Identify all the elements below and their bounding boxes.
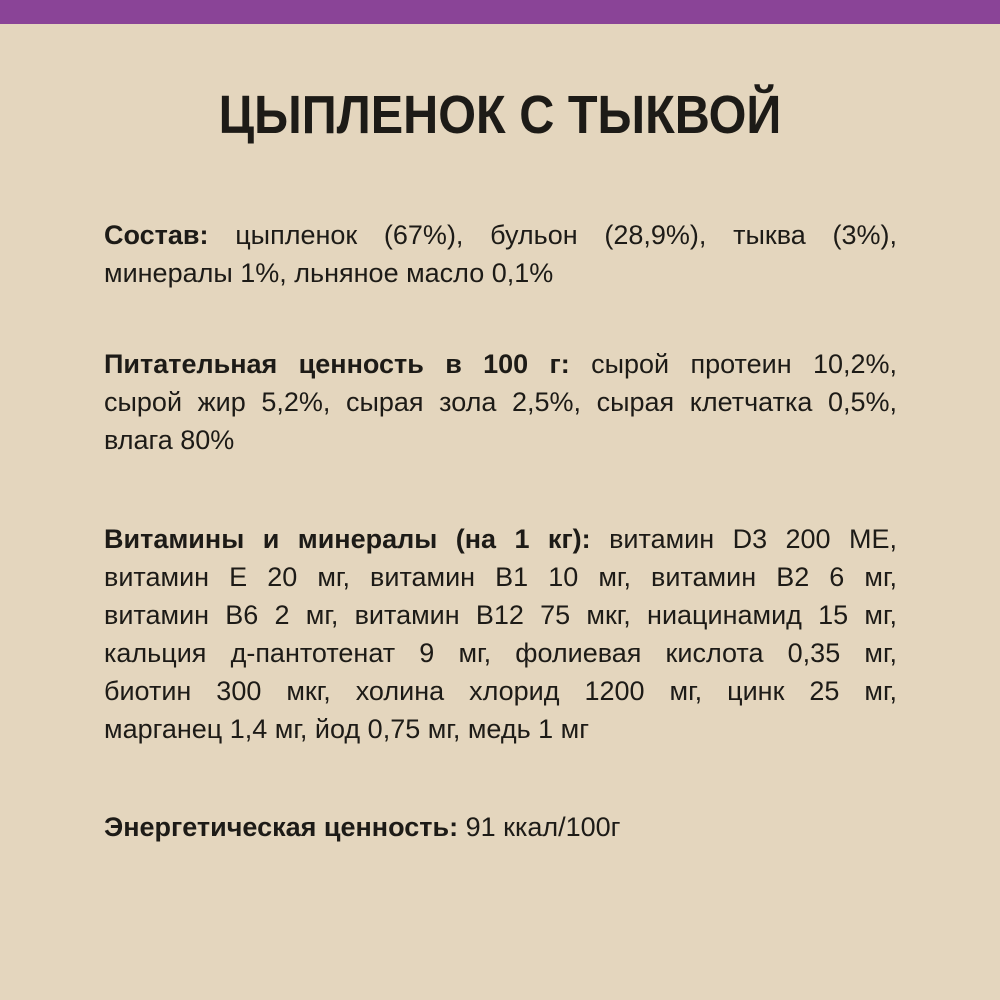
energy-label: Энергетическая ценность: <box>104 812 459 842</box>
section-composition <box>104 216 897 292</box>
line-text: сырой протеин 10,2%, <box>569 349 897 379</box>
text-line <box>104 710 897 748</box>
text-line <box>104 383 897 421</box>
vitamins-label: Витамины и минералы (на 1 кг): <box>104 524 591 554</box>
nutrition-label: Питательная ценность в 100 г: <box>104 349 570 379</box>
text-line <box>104 345 897 383</box>
line-text: витамин В6 2 мг, витамин В12 75 мкг, ниацинамид 15 мг, <box>104 600 897 630</box>
text-line <box>104 634 897 672</box>
text-line <box>104 421 897 459</box>
line-text: витамин Е 20 мг, витамин В1 10 мг, витамин В2 6 мг, <box>104 562 897 592</box>
line-text: сырой жир 5,2%, сырая зола 2,5%, сырая клетчатка 0,5%, <box>104 387 897 417</box>
text-line <box>104 596 897 634</box>
section-nutrition <box>104 345 897 459</box>
top-accent-bar <box>0 0 1000 24</box>
section-energy <box>104 808 897 846</box>
line-text: биотин 300 мкг, холина хлорид 1200 мг, цинк 25 мг, <box>104 676 897 706</box>
line-text: марганец 1,4 мг, йод 0,75 мг, медь 1 мг <box>104 714 590 744</box>
text-line <box>104 520 897 558</box>
line-text: кальция д-пантотенат 9 мг, фолиевая кислота 0,35 мг, <box>104 638 897 668</box>
section-vitamins-minerals <box>104 520 897 748</box>
text-line <box>104 254 897 292</box>
line-text: витамин D3 200 МЕ, <box>590 524 897 554</box>
text-line <box>104 558 897 596</box>
line-text: минералы 1%, льняное масло 0,1% <box>104 258 554 288</box>
line-text: 91 ккал/100г <box>458 812 621 842</box>
text-line <box>104 216 897 254</box>
text-line <box>104 672 897 710</box>
composition-label: Состав: <box>104 220 209 250</box>
line-text: влага 80% <box>104 425 235 455</box>
page-title: ЦЫПЛЕНОК С ТЫКВОЙ <box>218 85 782 145</box>
text-line <box>104 808 897 846</box>
line-text: цыпленок (67%), бульон (28,9%), тыква (3%), <box>208 220 897 250</box>
